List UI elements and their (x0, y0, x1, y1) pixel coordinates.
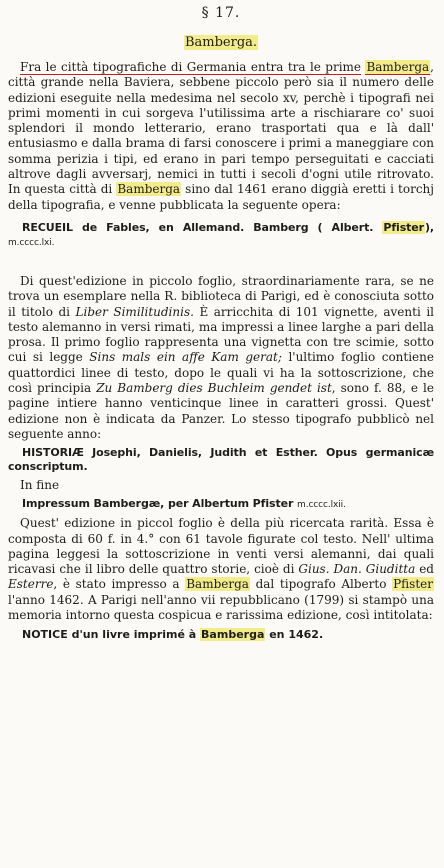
reference-historiae: HISTORIÆ Josephi, Danielis, Judith et Esther. Opus germanicæ conscriptum. (8, 446, 434, 474)
rarity-text: dal tipografo Alberto (249, 577, 393, 592)
desc-text-end: , sono f. 88, e le pagine intiere hanno venticinque linee in caratteri grossi. Quest' edizione non è indicata da Panzer. Lo stesso tipografo pubblicò nel seguente anno: (8, 381, 434, 441)
reference-text: RECUEIL de Fables, en Allemand. Bamberg ( Albert. (22, 220, 383, 234)
highlight-bamberga: Bamberga (201, 628, 265, 642)
intro-text-end: sino dal 1461 erano diggià eretti i torchj della tipografia, e venne pubblicata la seguente opera: (8, 182, 434, 212)
italic-title: Liber Similitudinis. (75, 304, 194, 319)
highlight-pfister: Pfister (383, 220, 424, 234)
desc-text: Di quest'edizione in piccolo foglio, straordinariamente rara, se ne trova un esemplare nella R. biblioteca di Parigi, ed è conosciuta sotto il titolo di (8, 273, 434, 319)
title-highlight: Bamberga. (184, 35, 258, 50)
paragraph-rarity (8, 516, 434, 623)
notice-text-end: en 1462. (265, 628, 324, 642)
notice-title (8, 627, 434, 642)
italic-quote: Sins mals ein affe Kam gerat; (89, 350, 282, 365)
italic-colophon: Zu Bamberg dies Buchleim gendet ist (96, 381, 332, 396)
reference-text-end: ), (424, 220, 434, 234)
desc-text: È arricchita di 101 vignette, aventi il testo alemanno in versi rimati, ma impressi a linee larghe a pari della prosa. Il primo foglio rappresenta una vignetta con tre scimie, sotto cui si legge (8, 304, 434, 365)
intro-text: , città grande nella Baviera, sebbene piccolo però sia il numero delle edizioni eseguite nella medesima nel secolo xv, perchè i tipografi nei primi momenti in cui sorgeva l'utilissima arte a rischiarare co' suoi splendori il mondo letterario, erano trasportati qua e là dall' entusiasmo e dalla brama di farsi conoscere i primi a maneggiare con somma perizia i tipi, ed erano in pari tempo perseguitati e cacciati altrove dagli avversarj, nemici in tutti i secoli d'ogni utile ritrovato. In questa città di (8, 60, 434, 197)
section-number: § 17. (201, 5, 241, 21)
rarity-text: , è stato impresso a (53, 577, 186, 592)
in-fine-label: In fine (20, 478, 60, 493)
paragraph-intro (8, 60, 434, 213)
reference-recueil (8, 221, 434, 250)
italic-names: Gius. Dan. Giuditta (298, 562, 416, 577)
rarity-text-end: l'anno 1462. A Parigi nell'anno vii repubblicano (1799) si stampò una memoria intorno questa cospicua e rarissima edizione, così intitolata: (8, 592, 434, 623)
paragraph-description (8, 274, 434, 442)
underlined-line: Fra le città tipografiche di Germania entra tra le prime (20, 60, 362, 74)
highlight-bamberga: Bamberga (117, 182, 181, 197)
impressum-text: Impressum Bambergæ, per Albertum Pfister (22, 497, 298, 511)
highlight-pfister: Pfister (393, 577, 433, 592)
highlight-bamberga: Bamberga (366, 60, 430, 74)
impressum-date: m.cccc.lxii. (297, 500, 346, 511)
page-title (8, 34, 434, 52)
desc-text: l'ultimo foglio contiene quattordici linee di testo, dopo le quali vi ha la sottoscrizione, che così principia (8, 350, 434, 396)
rarity-text: Quest' edizione in piccol foglio è della più ricercata rarità. Essa è composta di 60 f. in 4.° con 61 tavole figurate col testo. Nell' ultima pagina leggesi la sottoscrizione in venti versi alemanni, dai quali ricavasi che il libro delle quattro storie, cioè di (8, 516, 434, 577)
rarity-text: ed (415, 562, 434, 577)
notice-text: NOTICE d'un livre imprimé à (22, 628, 201, 642)
italic-name: Esterre (8, 577, 54, 592)
highlight-bamberga: Bamberga (186, 577, 249, 592)
reference-impressum (8, 497, 434, 512)
reference-date: m.cccc.lxi. (8, 237, 55, 248)
